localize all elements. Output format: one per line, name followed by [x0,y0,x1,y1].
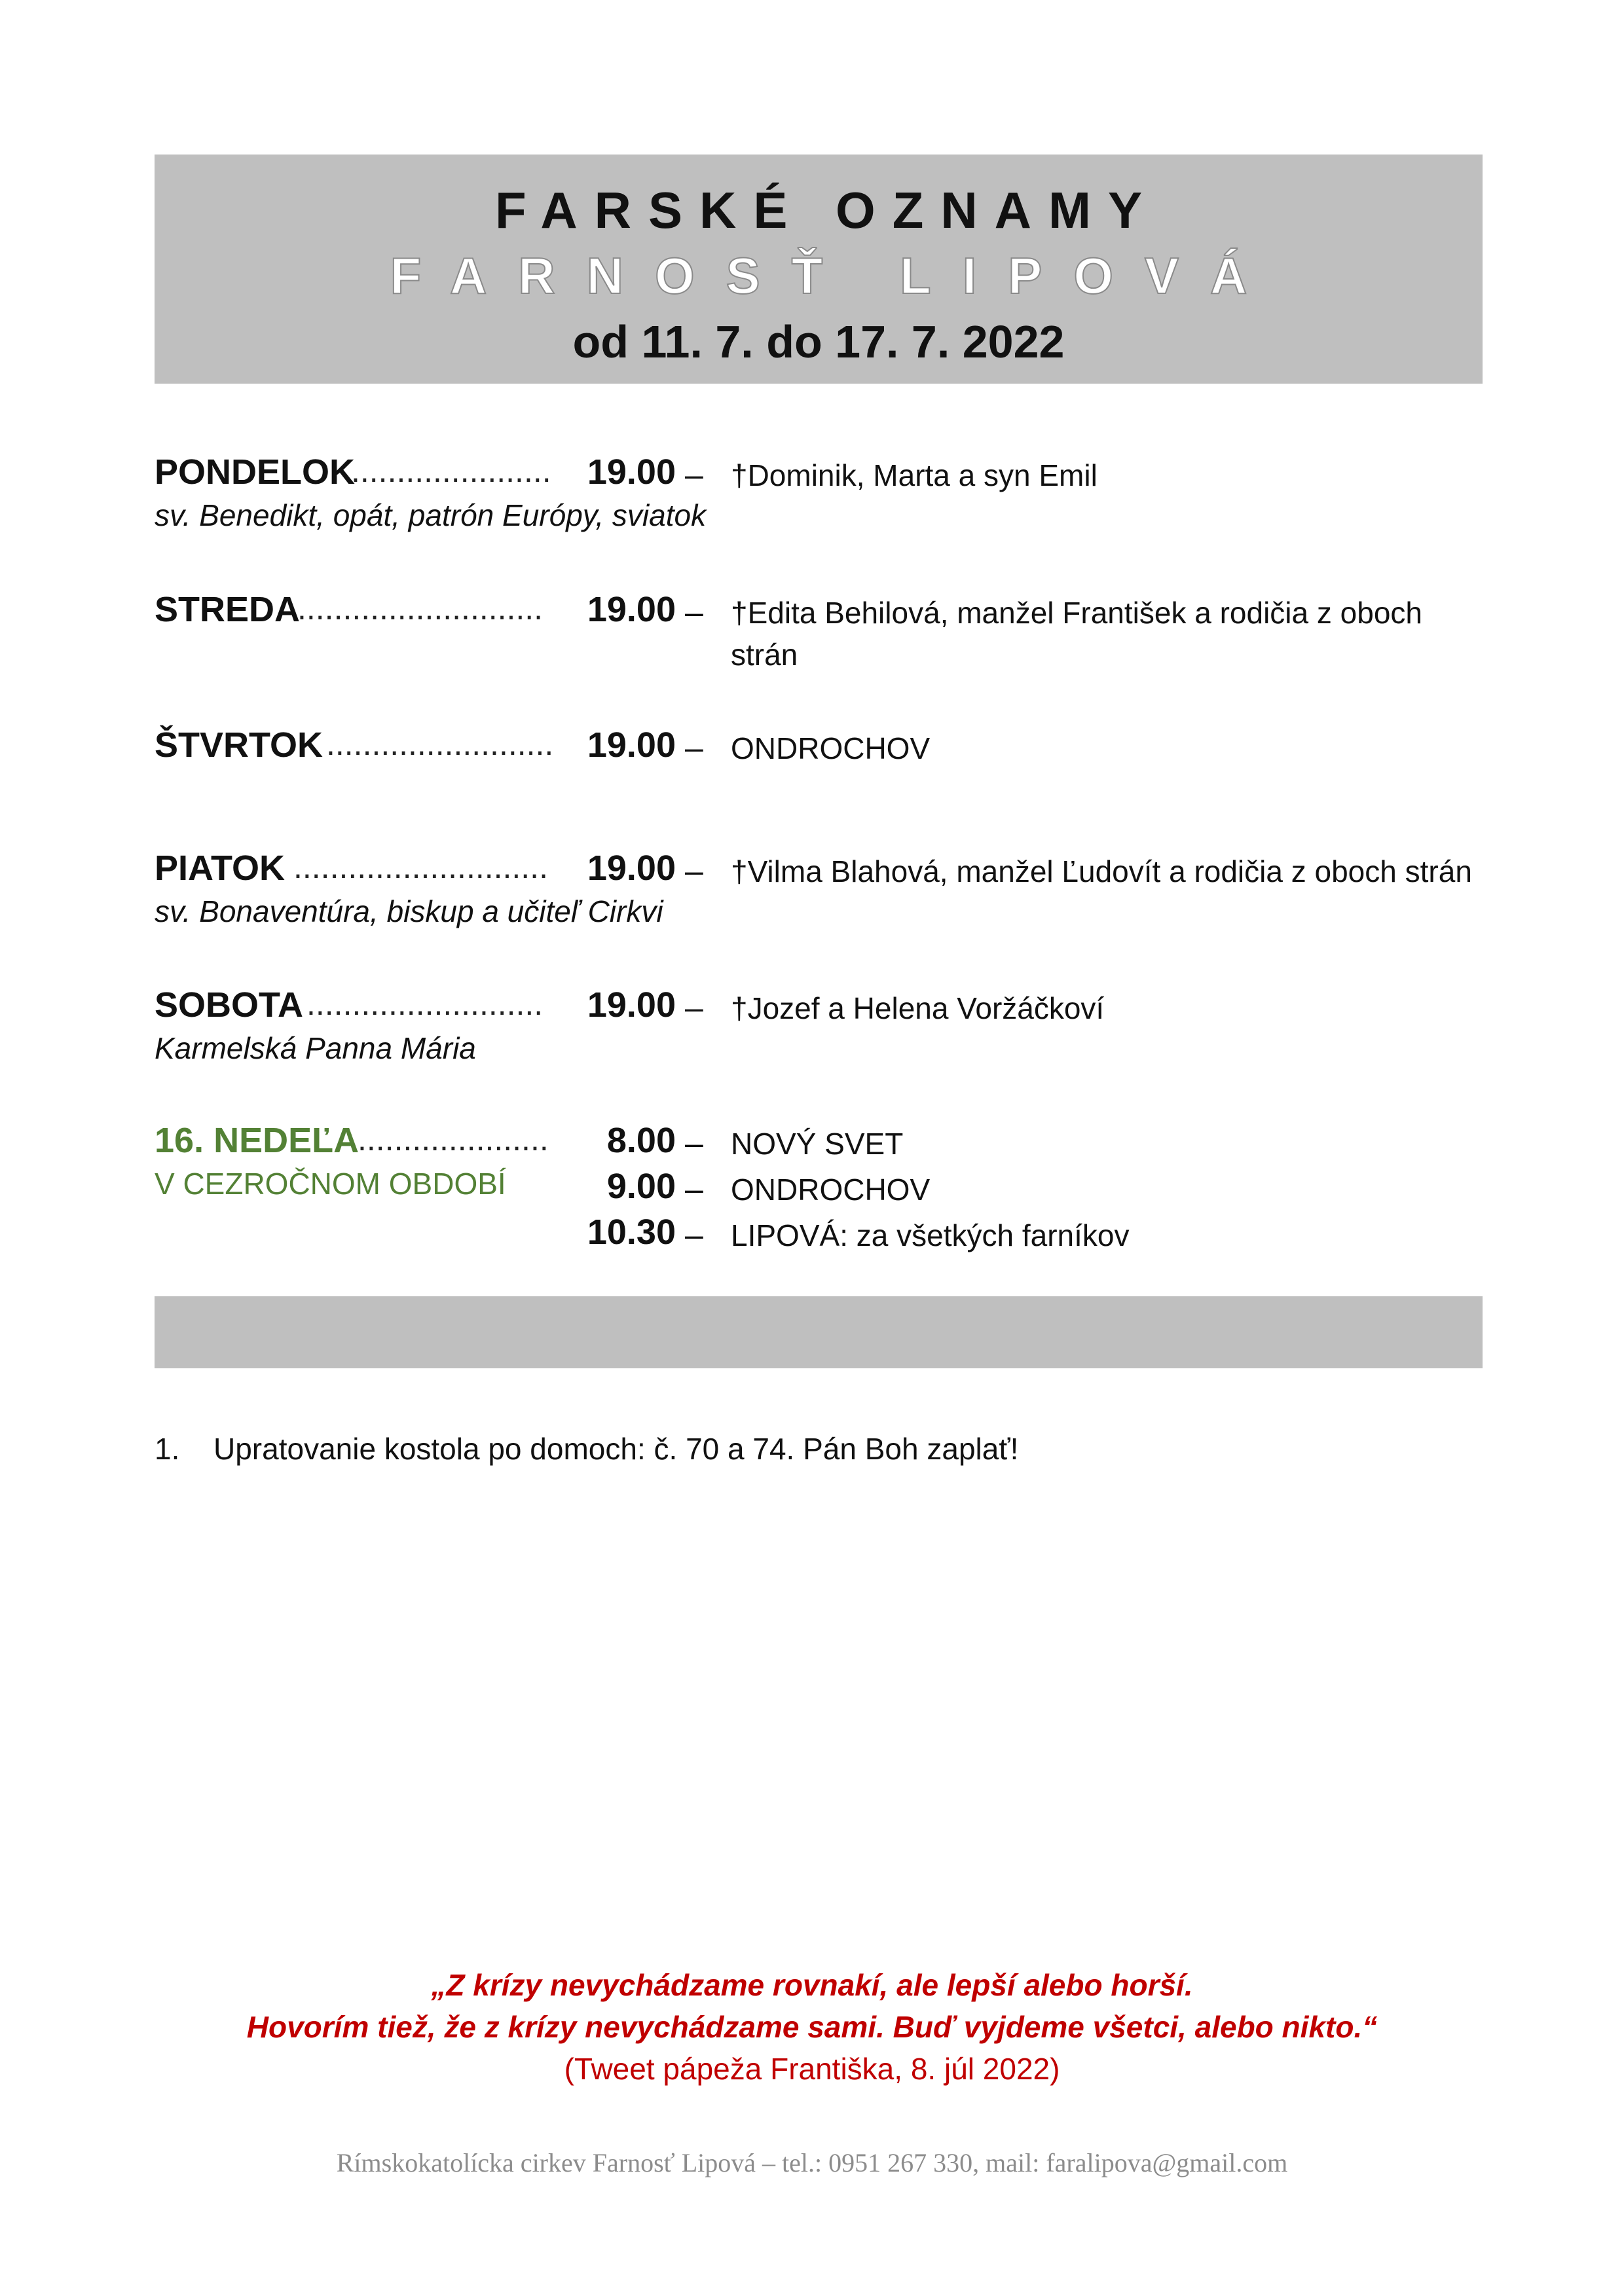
day-label: SOBOTA [155,985,303,1025]
divider-bar [155,1296,1483,1368]
mass-time: 19.00 [587,725,676,765]
quote-source: (Tweet pápeža Františka, 8. júl 2022) [564,2052,1060,2086]
mass-time: 19.00 [587,452,676,492]
mass-place: NOVÝ SVET [731,1127,904,1161]
mass-intention: †Vilma Blahová, manžel Ľudovít a rodičia z oboch strán [731,854,1472,888]
mass-time: 19.00 [587,848,676,888]
leader-dots: ...................... [351,452,551,489]
dash: – [685,456,703,493]
leader-dots: .......................... [306,985,544,1022]
parish-name: FARNOSŤ LIPOVÁ [390,247,1279,304]
mass-time: 9.00 [606,1167,676,1206]
page-title: FARSKÉ OZNAMY [494,181,1160,239]
day-label: 16. NEDEĽA [155,1121,360,1160]
leader-dots: ......................... [326,725,554,762]
leader-dots: ..................... [358,1121,549,1157]
dash: – [685,1171,703,1207]
day-label: PIATOK [155,848,286,888]
dash: – [685,1125,703,1161]
mass-place: LIPOVÁ: za všetkých farníkov [731,1218,1130,1252]
footer-contact: Rímskokatolícka cirkev Farnosť Lipová – tel.: 0951 267 330, mail: faralipova@gmail.com [336,2148,1288,2178]
quote-line: Hovorím tiež, že z krízy nevychádzame sami. Buď vyjdeme všetci, alebo nikto.“ [246,2010,1378,2044]
mass-time: 10.30 [587,1212,676,1252]
mass-time: 19.00 [587,985,676,1025]
mass-intention: †Jozef a Helena Voržáčkoví [731,991,1105,1025]
quote-block [0,1964,1624,2090]
dash: – [685,729,703,766]
day-label: PONDELOK [155,452,356,492]
date-range: od 11. 7. do 17. 7. 2022 [572,316,1065,367]
mass-intention: †Dominik, Marta a syn Emil [731,458,1098,492]
day-label: STREDA [155,590,301,629]
dash: – [685,594,703,630]
sunday-subtitle: V CEZROČNOM OBDOBÍ [155,1167,506,1201]
dash: – [685,852,703,889]
leader-dots: ........................... [297,590,544,627]
dash: – [685,989,703,1026]
quote-line: „Z krízy nevychádzame rovnakí, ale lepší alebo horší. [431,1968,1193,2002]
mass-intention: †Edita Behilová, manžel František a rodičia z oboch strán [731,596,1423,672]
leader-dots: ............................ [293,848,548,885]
notice-item [155,1431,1018,1467]
header-banner [155,155,1483,384]
dash: – [685,1216,703,1253]
mass-time: 8.00 [606,1121,676,1160]
feast-day: Karmelská Panna Mária [155,1031,476,1065]
day-label: ŠTVRTOK [155,725,323,765]
mass-place: ONDROCHOV [731,1173,931,1207]
notice-text: Upratovanie kostola po domoch: č. 70 a 74. Pán Boh zaplať! [213,1432,1019,1466]
notice-number: 1. [155,1432,180,1466]
mass-intention: ONDROCHOV [731,731,931,765]
feast-day: sv. Benedikt, opát, patrón Európy, sviatok [155,498,707,532]
mass-time: 19.00 [587,590,676,629]
feast-day: sv. Bonaventúra, biskup a učiteľ Cirkvi [155,894,663,928]
